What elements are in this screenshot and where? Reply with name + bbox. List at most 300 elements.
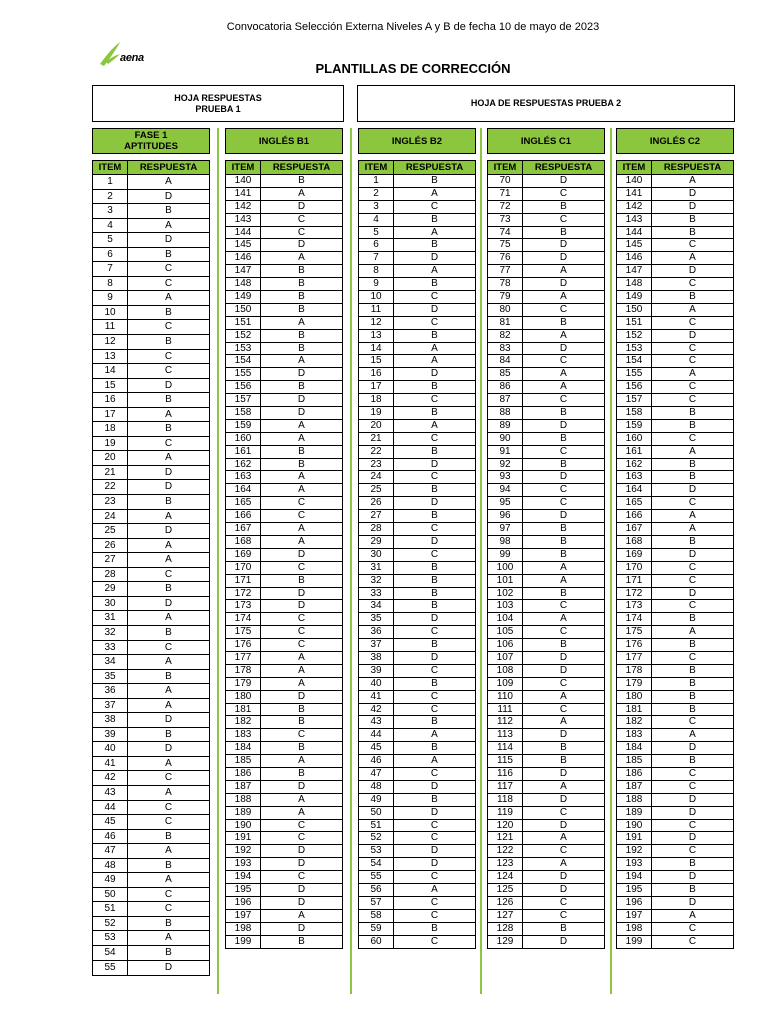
answer-value: D [297,845,306,857]
table-row [93,568,209,583]
table-row [359,910,475,923]
answer-table [616,160,734,949]
answer-value: A [298,755,305,767]
table-row [488,897,604,910]
table-row [93,451,209,466]
table-header-row [488,161,604,175]
table-row [617,394,733,407]
answer-value: A [298,187,305,199]
item-number: 87 [488,394,523,406]
item-number: 143 [226,214,261,226]
item-number: 96 [488,510,523,522]
item-number: 141 [617,188,652,200]
table-row [488,381,604,394]
answer-value: B [689,755,696,767]
item-number: 172 [617,588,652,600]
item-number: 184 [226,742,261,754]
item-number: 192 [226,845,261,857]
item-number: 98 [488,536,523,548]
item-number: 80 [488,304,523,316]
table-row [226,910,342,923]
table-row [617,278,733,291]
item-number: 12 [359,317,394,329]
table-row [93,844,209,859]
item-number: 42 [93,771,128,785]
answer-value: A [689,175,696,186]
table-row [488,807,604,820]
item-number: 150 [226,304,261,316]
table-row [359,188,475,201]
item-number: 43 [359,716,394,728]
table-row [226,704,342,717]
answer-value: D [297,922,306,934]
item-number: 95 [488,497,523,509]
table-row [226,394,342,407]
answer-value: C [164,437,173,449]
answer-value: C [559,355,568,367]
table-row [617,420,733,433]
item-number: 128 [488,923,523,935]
table-row [226,781,342,794]
answer-value: B [165,917,172,929]
item-number: 149 [226,291,261,303]
answer-value: A [165,219,172,231]
table-row [488,742,604,755]
answer-value: D [297,394,306,406]
table-row [93,641,209,656]
table-row [93,888,209,903]
table-row [359,871,475,884]
answer-value: C [430,909,439,921]
item-number: 54 [93,946,128,960]
table-header-row [93,161,209,175]
answer-value: C [297,561,306,573]
table-row [93,495,209,510]
table-row [359,381,475,394]
table-row [488,265,604,278]
table-row [359,575,475,588]
item-number: 54 [359,858,394,870]
answer-value: D [688,548,697,560]
table-row [93,917,209,932]
item-number: 172 [226,588,261,600]
table-row [93,728,209,743]
table-row [488,484,604,497]
answer-value: B [165,859,172,871]
table-row [93,611,209,626]
table-title-4: INGLÉS C2 [616,128,734,154]
table-row [617,252,733,265]
answer-value: A [431,419,438,431]
item-number: 5 [359,227,394,239]
answer-value: A [165,292,172,304]
answer-value: D [559,175,568,186]
answer-value: D [559,278,568,290]
item-number: 11 [93,320,128,334]
table-row [93,713,209,728]
answer-value: A [298,664,305,676]
table-row [617,355,733,368]
item-number: 167 [226,523,261,535]
table-row [488,549,604,562]
table-row [617,613,733,626]
item-number: 88 [488,407,523,419]
answer-value: B [165,423,172,435]
table-row [226,227,342,240]
table-row [617,845,733,858]
item-number: 199 [617,936,652,949]
item-number: 153 [226,343,261,355]
answer-value: D [297,780,306,792]
table-title-0: FASE 1 APTITUDES [92,128,210,154]
item-number: 147 [226,265,261,277]
answer-value: C [164,903,173,915]
answer-value: A [431,883,438,895]
answer-value: A [298,677,305,689]
table-row [488,716,604,729]
table-row [488,330,604,343]
answer-value: C [164,816,173,828]
item-number: 52 [93,917,128,931]
table-row [226,510,342,523]
answer-value: C [688,278,697,290]
answer-value: A [560,832,567,844]
table-row [488,304,604,317]
item-number: 197 [617,910,652,922]
answer-value: D [688,329,697,341]
table-row [226,175,342,188]
item-number: 154 [226,355,261,367]
item-number: 27 [93,553,128,567]
item-number: 46 [359,755,394,767]
item-number: 34 [359,600,394,612]
table-row [359,459,475,472]
answer-value: B [689,291,696,303]
answer-value: D [430,845,439,857]
table-row [617,781,733,794]
item-number: 187 [226,781,261,793]
table-row [359,304,475,317]
table-row [488,588,604,601]
table-row [226,820,342,833]
answer-value: B [165,336,172,348]
table-title-2: INGLÉS B2 [358,128,476,154]
answer-value: D [164,190,173,202]
table-row [226,858,342,871]
answer-value: D [430,806,439,818]
table-row [226,536,342,549]
item-number: 161 [226,446,261,458]
table-row [617,678,733,691]
item-number: 152 [226,330,261,342]
answer-value: C [430,896,439,908]
item-number: 154 [617,355,652,367]
answer-value: B [165,946,172,958]
table-row [226,343,342,356]
table-row [488,201,604,214]
table-row [359,252,475,265]
table-row [226,923,342,936]
answer-value: C [688,845,697,857]
answer-value: C [688,780,697,792]
table-row [226,252,342,265]
answer-value: A [689,909,696,921]
item-number: 155 [617,368,652,380]
item-number: 3 [359,201,394,213]
answer-value: A [560,716,567,728]
separator-line [480,128,482,994]
table-row [359,317,475,330]
answer-value: D [559,419,568,431]
item-number: 79 [488,291,523,303]
table-row [93,539,209,554]
item-number: 199 [226,936,261,949]
table-row [359,729,475,742]
item-number: 126 [488,897,523,909]
table-row [93,786,209,801]
answer-value: C [559,626,568,638]
answer-value: D [430,252,439,264]
item-number: 163 [617,471,652,483]
item-number: 170 [226,562,261,574]
answer-value: A [689,368,696,380]
answer-value: D [688,793,697,805]
table-row [488,368,604,381]
answer-value: C [164,801,173,813]
item-number: 49 [359,794,394,806]
item-number: 84 [488,355,523,367]
answer-value: B [431,239,438,251]
answer-value: D [559,471,568,483]
answer-value: A [560,381,567,393]
table-row [488,665,604,678]
table-row [226,278,342,291]
table-row [359,626,475,639]
item-number: 70 [488,175,523,187]
item-number: 30 [93,597,128,611]
item-number: 48 [93,859,128,873]
answer-value: B [689,458,696,470]
answer-value: D [430,780,439,792]
table-row [359,368,475,381]
answer-table [92,160,210,976]
item-number: 11 [359,304,394,316]
table-row [488,575,604,588]
table-row [617,691,733,704]
answer-value: B [165,248,172,260]
item-number: 16 [93,393,128,407]
table-row [359,678,475,691]
answer-value: B [560,742,567,754]
answer-value: D [430,497,439,509]
item-number: 176 [617,639,652,651]
table-row [359,639,475,652]
table-row [488,317,604,330]
table-row [359,884,475,897]
item-number: 145 [617,239,652,251]
answer-column-header: RESPUESTA [534,162,593,173]
item-number: 177 [226,652,261,664]
item-number: 25 [359,484,394,496]
item-number: 33 [93,641,128,655]
item-number: 185 [226,755,261,767]
item-number: 78 [488,278,523,290]
table-row [359,407,475,420]
item-number: 112 [488,716,523,728]
table-row [226,265,342,278]
table-row [617,639,733,652]
answer-value: A [560,858,567,870]
table-row [226,588,342,601]
table-row [93,393,209,408]
answer-value: B [431,742,438,754]
table-row [93,364,209,379]
answer-value: D [688,806,697,818]
answer-value: D [688,871,697,883]
table-row [226,884,342,897]
item-number: 17 [93,408,128,422]
item-number: 42 [359,704,394,716]
answer-value: B [431,639,438,651]
table-row [93,597,209,612]
answer-value: B [560,432,567,444]
answer-value: C [688,651,697,663]
table-row [226,459,342,472]
answer-value: C [430,767,439,779]
table-row [226,897,342,910]
answer-value: B [431,175,438,186]
answer-value: A [431,729,438,741]
answer-value: D [688,742,697,754]
item-number: 4 [93,219,128,233]
table-row [226,446,342,459]
table-row [617,175,733,188]
item-number: 9 [359,278,394,290]
item-number: 41 [93,757,128,771]
item-number: 166 [226,510,261,522]
item-column-header: ITEM [359,161,394,174]
item-number: 47 [359,768,394,780]
item-number: 41 [359,691,394,703]
answer-value: D [164,481,173,493]
item-number: 20 [93,451,128,465]
table-row [488,613,604,626]
table-row [93,815,209,830]
table-row [226,613,342,626]
item-number: 174 [226,613,261,625]
table-row [226,626,342,639]
item-number: 119 [488,807,523,819]
answer-value: D [297,407,306,419]
table-row [617,755,733,768]
document-header: Convocatoria Selección Externa Niveles A y B de fecha 10 de mayo de 2023 [226,21,600,33]
table-row [617,820,733,833]
table-row [93,262,209,277]
table-row [488,355,604,368]
item-number: 73 [488,214,523,226]
answer-value: B [431,922,438,934]
item-number: 165 [617,497,652,509]
item-number: 7 [93,262,128,276]
table-row [617,201,733,214]
answer-value: C [164,350,173,362]
answer-value: D [297,600,306,612]
table-row [359,755,475,768]
answer-value: B [689,613,696,625]
answer-value: B [689,639,696,651]
item-number: 49 [93,873,128,887]
table-row [617,446,733,459]
item-number: 175 [226,626,261,638]
separator-line [350,128,352,994]
answer-value: A [431,187,438,199]
item-number: 5 [93,233,128,247]
item-number: 1 [359,175,394,187]
table-row [226,330,342,343]
sheet-prueba1-box: HOJA RESPUESTAS PRUEBA 1 [92,85,344,122]
answer-value: D [559,883,568,895]
item-number: 27 [359,510,394,522]
answer-value: C [430,394,439,406]
item-number: 195 [617,884,652,896]
answer-value: D [164,379,173,391]
answer-value: C [297,226,306,238]
table-row [93,524,209,539]
item-number: 14 [359,343,394,355]
table-row [93,350,209,365]
table-row [359,201,475,214]
item-number: 160 [617,433,652,445]
answer-value: B [165,205,172,217]
table-row [93,873,209,888]
answer-value: A [689,510,696,522]
table-row [617,575,733,588]
answer-value: D [297,200,306,212]
table-row [617,600,733,613]
table-row [93,902,209,917]
item-number: 110 [488,691,523,703]
table-row [488,252,604,265]
answer-value: C [430,200,439,212]
table-row [617,291,733,304]
answer-value: A [431,355,438,367]
table-row [359,768,475,781]
item-number: 8 [359,265,394,277]
answer-value: A [298,651,305,663]
table-row [226,188,342,201]
table-row [359,794,475,807]
table-row [617,471,733,484]
table-row [488,858,604,871]
item-number: 37 [359,639,394,651]
answer-value: C [297,871,306,883]
answer-value: C [430,703,439,715]
item-number: 196 [617,897,652,909]
item-number: 170 [617,562,652,574]
table-row [488,704,604,717]
table-row [93,670,209,685]
item-number: 111 [488,704,523,716]
table-row [359,278,475,291]
item-number: 2 [93,190,128,204]
item-number: 30 [359,549,394,561]
answer-value: C [559,909,568,921]
table-row [617,459,733,472]
table-row [226,304,342,317]
table-row [488,768,604,781]
table-row [488,523,604,536]
table-row [359,704,475,717]
